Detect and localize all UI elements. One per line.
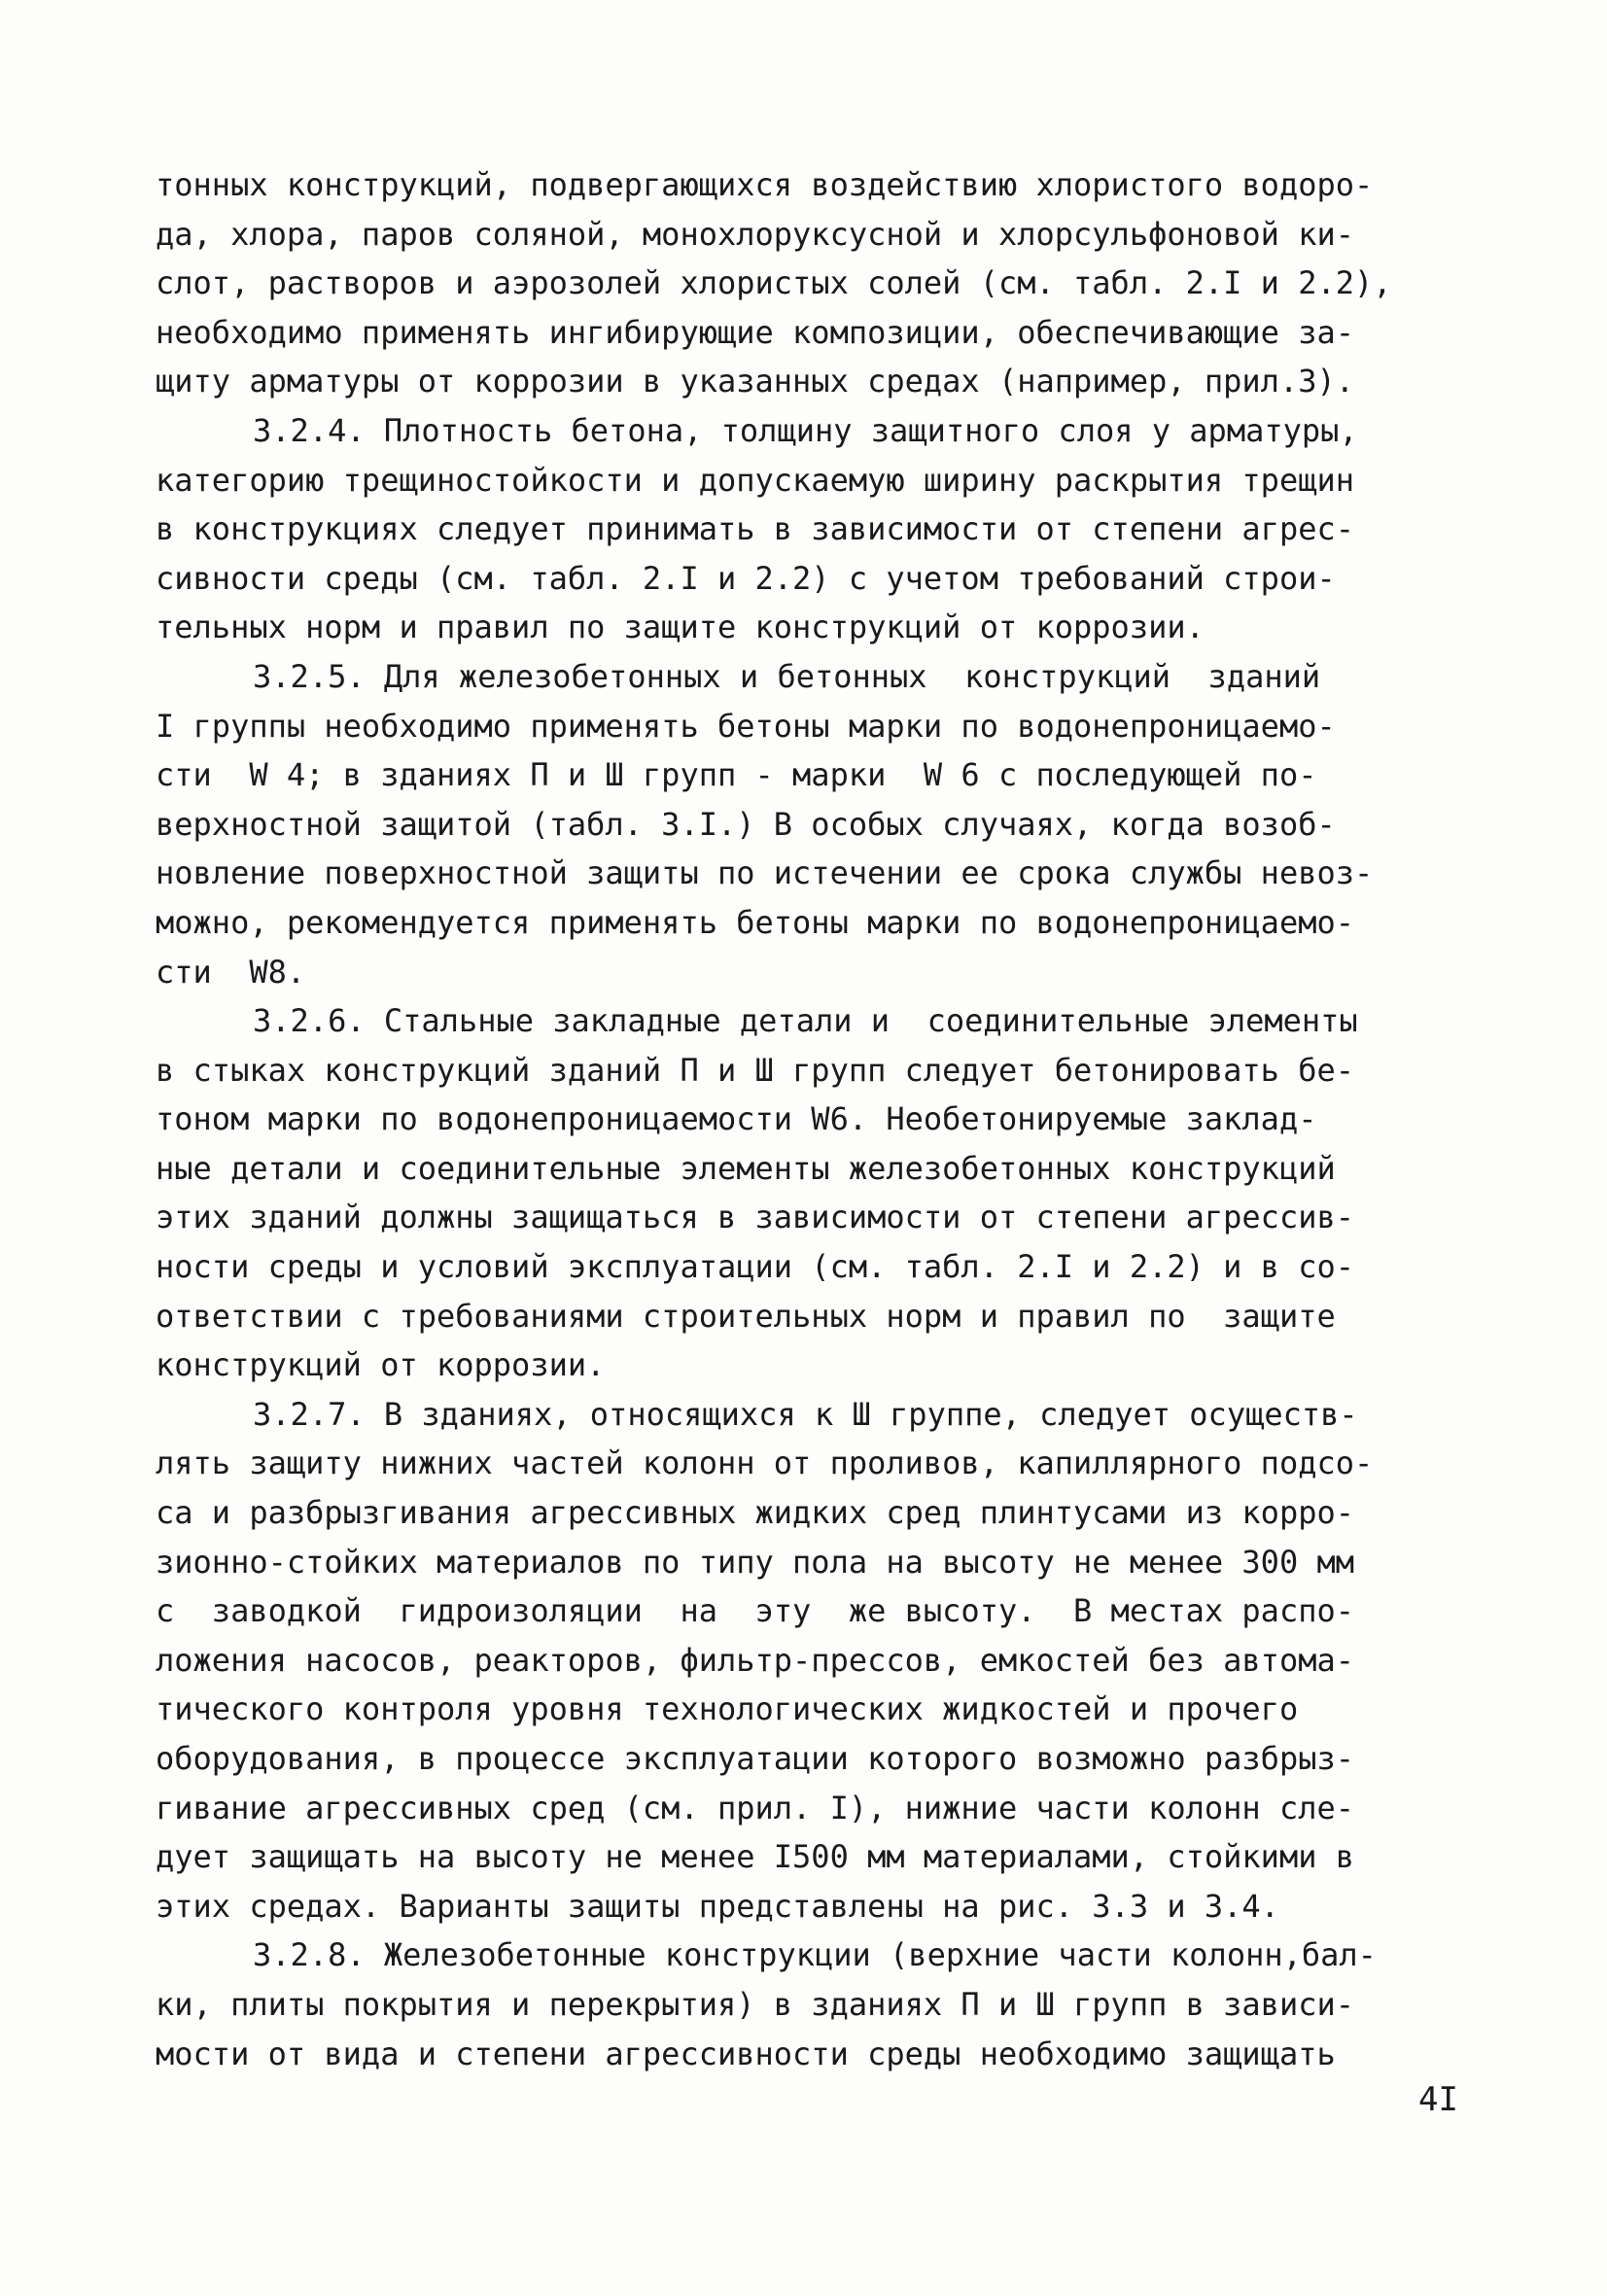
text-line: слот, растворов и аэрозолей хлористых солей (см. табл. 2.I и 2.2), [156,264,1392,302]
text-line: щиту арматуры от коррозии в указанных средах (например, прил.3). [156,363,1354,400]
text-line: в стыках конструкций зданий П и Ш групп следует бетонировать бе- [156,1051,1354,1089]
text-line: категорию трещиностойкости и допускаемую ширину раскрытия трещин [156,461,1354,499]
text-line: ки, плиты покрытия и перекрытия) в зданиях П и Ш групп в зависи- [156,1985,1354,2023]
text-line: ные детали и соединительные элементы железобетонных конструкций [156,1149,1336,1187]
paragraph-start-3-2-6: 3.2.6. Стальные закладные детали и соединительные элементы [253,1002,1358,1040]
text-line: ности среды и условий эксплуатации (см. табл. 2.I и 2.2) и в со- [156,1248,1354,1286]
text-line: ответствии с требованиями строительных норм и правил по защите [156,1297,1336,1335]
text-line: са и разбрызгивания агрессивных жидких сред плинтусами из корро- [156,1494,1354,1532]
text-line: верхностной защитой (табл. 3.I.) В особых случаях, когда возоб- [156,805,1336,843]
paragraph-start-3-2-4: 3.2.4. Плотность бетона, толщину защитного слоя у арматуры, [253,411,1358,449]
text-line: тического контроля уровня технологических жидкостей и прочего [156,1690,1299,1728]
text-line: этих зданий должны защищаться в зависимости от степени агрессив- [156,1199,1354,1236]
text-line: сти W8. [156,953,306,991]
text-line: мости от вида и степени агрессивности среды необходимо защищать [156,2035,1336,2072]
text-line: с заводкой гидроизоляции на эту же высоту. В местах распо- [156,1592,1354,1630]
text-line: тонных конструкций, подвергающихся воздействию хлористого водоро- [156,166,1374,203]
text-line: конструкций от коррозии. [156,1346,606,1384]
text-line: в конструкциях следует принимать в зависимости от степени агрес- [156,510,1354,548]
text-line: этих средах. Варианты защиты представлены на рис. 3.3 и 3.4. [156,1887,1279,1925]
page-number: 4I [1418,2080,1458,2119]
text-line: I группы необходимо применять бетоны марки по водонепроницаемо- [156,707,1336,745]
text-line: необходимо применять ингибирующие композиции, обеспечивающие за- [156,313,1354,351]
text-line: лять защиту нижних частей колонн от проливов, капиллярного подсо- [156,1444,1374,1482]
text-line: сивности среды (см. табл. 2.I и 2.2) с учетом требований строи- [156,559,1336,597]
text-line: сти W 4; в зданиях П и Ш групп - марки W 6 с последующей по- [156,756,1317,794]
text-line: гивание агрессивных сред (см. прил. I), нижние части колонн сле- [156,1789,1354,1826]
paragraph-start-3-2-5: 3.2.5. Для железобетонных и бетонных конструкций зданий [253,657,1321,695]
body-text [156,160,1478,2078]
text-line: зионно-стойких материалов по типу пола на высоту не менее 300 мм [156,1543,1354,1581]
text-line: новление поверхностной защиты по истечении ее срока службы невоз- [156,854,1374,892]
text-line: да, хлора, паров соляной, монохлоруксусной и хлорсульфоновой ки- [156,215,1354,253]
text-line: можно, рекомендуется применять бетоны марки по водонепроницаемо- [156,903,1354,941]
text-line: дует защищать на высоту не менее I500 мм материалами, стойкими в [156,1838,1354,1876]
paragraph-start-3-2-8: 3.2.8. Железобетонные конструкции (верхние части колонн,бал- [253,1936,1377,1974]
text-line: тельных норм и правил по защите конструкций от коррозии. [156,609,1205,646]
paragraph-start-3-2-7: 3.2.7. В зданиях, относящихся к Ш группе, следует осуществ- [253,1395,1358,1433]
text-line: тоном марки по водонепроницаемости W6. Необетонируемые заклад- [156,1100,1317,1138]
text-line: оборудования, в процессе эксплуатации которого возможно разбрыз- [156,1740,1354,1777]
text-line: ложения насосов, реакторов, фильтр-прессов, емкостей без автома- [156,1641,1354,1679]
